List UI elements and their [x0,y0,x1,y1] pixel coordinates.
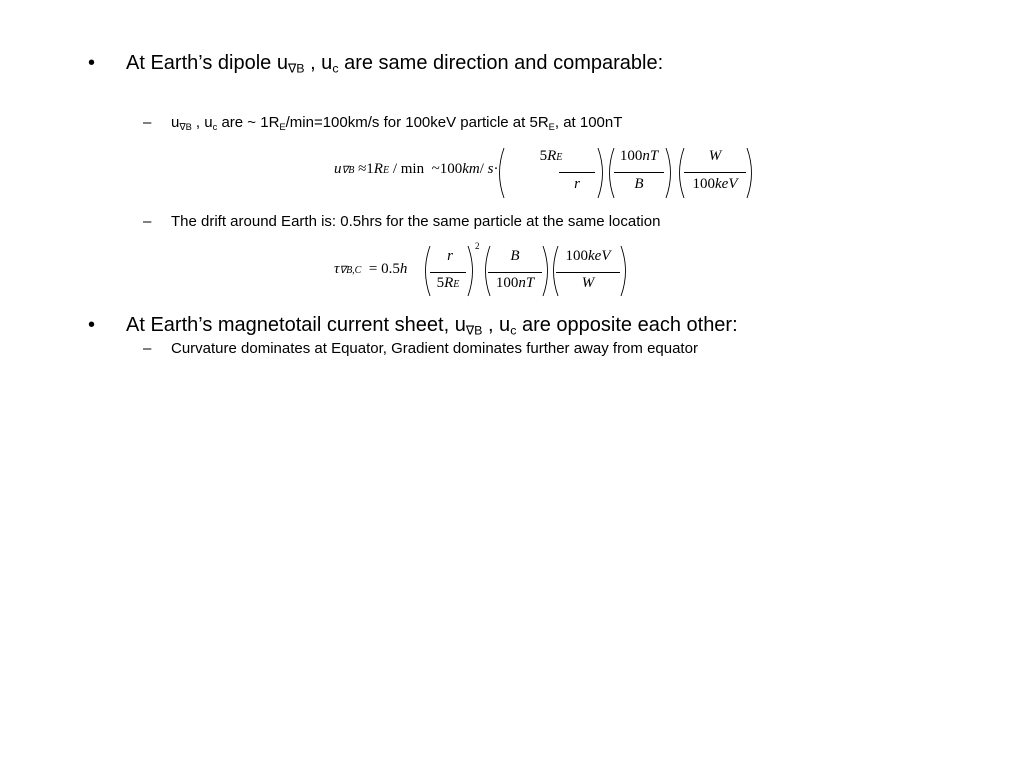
eq-number: 100 [565,248,588,264]
fraction-bar [488,272,542,273]
bullet-marker: • [88,314,96,336]
eq1-frac3-num: W [708,148,722,164]
equation-drift-speed [334,145,764,201]
subscript: ∇B [287,61,305,76]
text-segment: are same direction and comparable: [338,52,664,74]
text-segment: , at 100nT [554,114,623,131]
text-segment: , u [304,52,333,74]
eq-number: 100 [495,275,519,291]
subscript: ∇B [465,323,483,338]
eq-subscript: ∇B,C [339,265,362,276]
text-segment: , u [191,114,213,131]
fraction-bar [684,172,746,173]
eq1-frac2-num [613,148,665,165]
text-segment: u [171,114,180,131]
subscript: c [212,121,218,132]
eq-symbol: · [493,161,499,177]
text-segment: /min=100km/s for 100keV particle at 5R [285,114,549,131]
eq-subscript: ∇B [341,165,355,176]
text-segment: At Earth’s magnetotail current sheet, u [126,314,466,336]
fraction-bar [430,272,466,273]
eq-symbol: keV [588,248,611,264]
eq1-frac1-num [506,148,596,165]
eq-symbol: ~ [431,161,440,177]
text-segment: , u [482,314,511,336]
eq1-frac1-den: r [574,176,580,192]
eq-symbol: / [479,161,484,177]
text-segment: are opposite each other: [516,314,738,336]
subbullet-drift-speed-text [171,113,622,133]
eq2-frac3-num [556,248,620,265]
eq-symbol: τ [334,261,340,277]
eq-symbol: R [444,275,454,291]
subbullet-marker: – [143,213,152,230]
eq-symbol: nT [518,275,535,291]
fraction-bar [559,172,595,173]
subbullet-curvature-text: Curvature dominates at Equator, Gradient dominates further away from equator [171,340,698,357]
eq-symbol: = [368,261,378,277]
eq-number: 100 [439,161,463,177]
eq-symbol: / min [392,161,425,177]
eq-symbol: R [547,148,557,164]
right-paren-icon [619,245,631,297]
eq-exponent: 2 [475,241,480,251]
eq-symbol: h [399,261,408,277]
text-segment: are ~ 1R [217,114,280,131]
eq1-frac3-den [684,176,746,193]
eq1-lhs [334,161,498,178]
subscript: c [332,61,339,76]
eq-number: 5 [539,148,548,164]
eq-number: 1 [366,161,374,177]
equation-drift-period [334,243,634,299]
eq-symbol: km [462,161,480,177]
fraction-bar [614,172,664,173]
eq-symbol: keV [715,176,738,192]
text-segment: At Earth’s dipole u [126,52,288,74]
left-paren-icon [494,147,506,199]
eq-number: 0.5 [381,261,400,277]
eq-symbol: ≈ [358,161,367,177]
eq2-frac2-den [488,275,542,292]
subscript: E [548,121,555,132]
eq2-frac1-num: r [447,248,453,264]
subbullet-marker: – [143,340,152,357]
eq1-frac2-den: B [634,176,644,192]
eq-number: 5 [436,275,445,291]
eq2-frac2-num: B [510,248,520,264]
eq2-frac1-den [430,275,466,292]
eq-symbol: nT [642,148,659,164]
eq-subscript: E [382,165,390,176]
subscript: c [510,323,517,338]
subbullet-marker: – [143,114,152,131]
eq-subscript: E [453,279,460,290]
subscript: E [279,121,286,132]
eq-subscript: E [556,152,563,163]
eq2-lhs [334,261,407,278]
bullet-magnetotail-text [126,312,738,338]
subbullet-drift-period-text: The drift around Earth is: 0.5hrs for the same particle at the same location [171,213,661,230]
eq-symbol: s [487,161,494,177]
eq-symbol: u [334,161,342,177]
eq-number: 100 [619,148,643,164]
fraction-bar [556,272,620,273]
subscript: ∇B [179,121,192,132]
bullet-marker: • [88,52,96,74]
bullet-dipole-text [126,50,663,76]
right-paren-icon [745,147,757,199]
eq2-frac3-den: W [581,275,595,291]
eq-symbol: R [373,161,383,177]
eq-number: 100 [692,176,715,192]
right-paren-icon [466,245,478,297]
